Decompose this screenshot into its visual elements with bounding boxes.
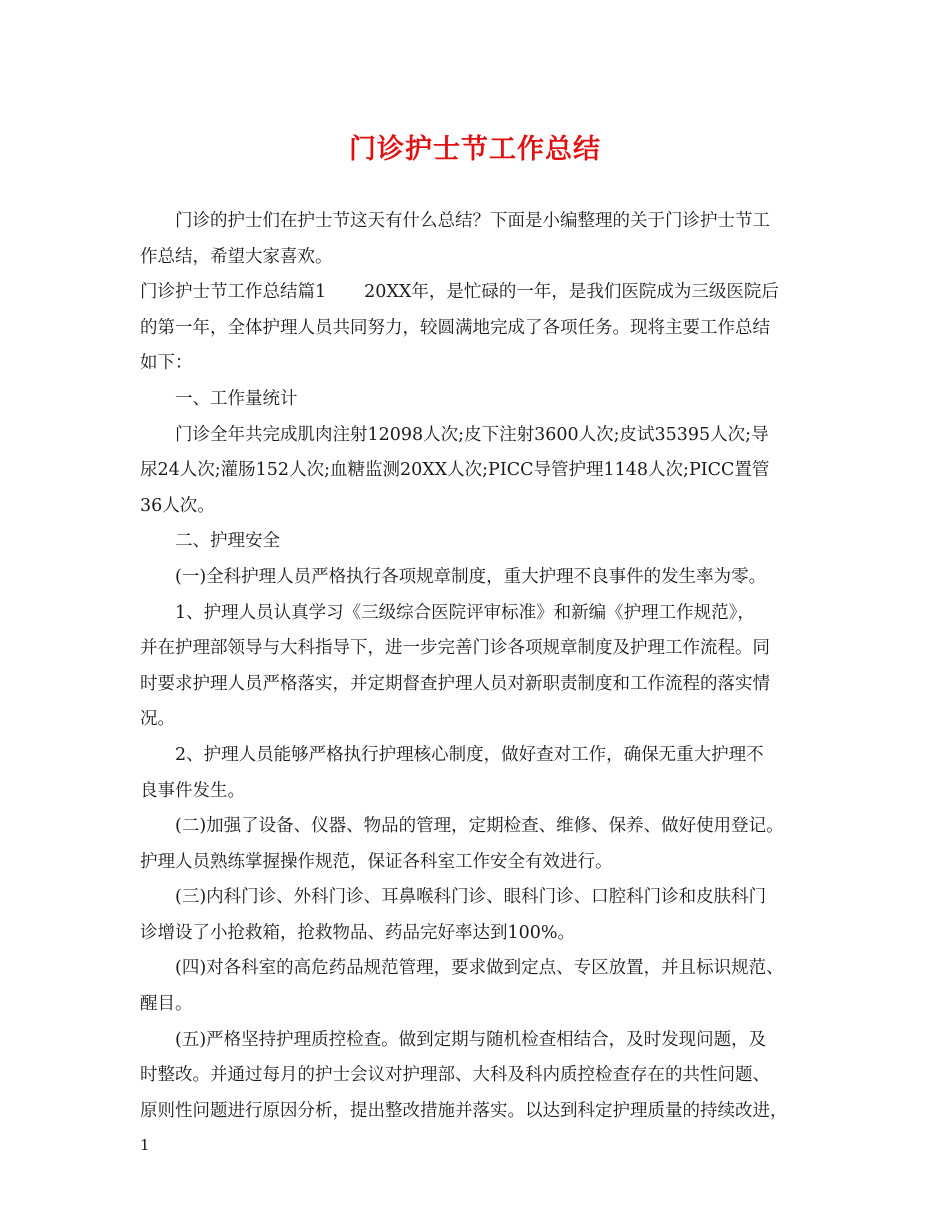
text-line [140,1058,820,1094]
line-text: 时整改。并通过每月的护士会议对护理部、大科及科内质控检查存在的共性问题、 [140,1065,770,1086]
text-line [140,489,820,525]
line-text: 诊增设了小抢救箱，抢救物品、药品完好率达到100%。 [140,922,576,943]
document-title: 门诊护士节工作总结 [349,134,601,165]
text-line [140,311,820,347]
page-number: 1 [140,1136,150,1154]
text-line [140,880,820,916]
line-text: 况。 [140,709,175,730]
line-text: 二、护理安全 [175,531,280,552]
text-line [140,916,820,952]
text-line [140,382,820,418]
text-line [140,418,820,454]
line-text: 门诊护士节工作总结篇1 [140,282,327,303]
text-line [140,951,820,987]
text-line [140,987,820,1023]
text-line [140,240,820,276]
line-text: 醒目。 [140,994,193,1015]
line-text: (五)严格坚持护理质控检查。做到定期与随机检查相结合，及时发现问题，及 [175,1029,767,1050]
text-line [140,667,820,703]
line-text: (四)对各科室的高危药品规范管理，要求做到定点、专区放置，并且标识规范、 [175,958,784,979]
text-line [140,596,820,632]
line-text: 作总结，希望大家喜欢。 [140,246,333,267]
line-text: 的第一年，全体护理人员共同努力，较圆满地完成了各项任务。现将主要工作总结 [140,317,770,338]
line-text: 并在护理部领导与大科指导下，进一步完善门诊各项规章制度及护理工作流程。同 [140,638,770,659]
text-line [140,702,820,738]
text-line [140,738,820,774]
line-text: 36人次。 [140,495,215,516]
line-text: (三)内科门诊、外科门诊、耳鼻喉科门诊、眼科门诊、口腔科门诊和皮肤科门 [175,887,767,908]
line-text: 一、工作量统计 [175,388,298,409]
line-text: 尿24人次;灌肠152人次;血糖监测20XX人次;PICC导管护理1148人次;PICC置管 [140,460,770,481]
line-text: (二)加强了设备、仪器、物品的管理，定期检查、维修、保养、做好使用登记。 [175,816,784,837]
text-line [140,346,820,382]
text-line [140,524,820,560]
text-line [140,1094,820,1130]
text-line [140,845,820,881]
line-text: 护理人员熟练掌握操作规范，保证各科室工作安全有效进行。 [140,851,613,872]
line-text: 良事件发生。 [140,780,245,801]
line-text: 门诊全年共完成肌肉注射12098人次;皮下注射3600人次;皮试35395人次;导 [175,424,769,445]
text-line [140,774,820,810]
line-text: 1、护理人员认真学习《三级综合医院评审标准》和新编《护理工作规范》， [175,602,755,623]
text-line [140,809,820,845]
line-text: 原则性问题进行原因分析，提出整改措施并落实。以达到科定护理质量的持续改进， [140,1100,788,1121]
text-line [140,275,820,311]
line-text: 2、护理人员能够严格执行护理核心制度，做好查对工作，确保无重大护理不 [175,744,764,765]
document-body [140,204,820,1129]
text-line [140,631,820,667]
line-text: (一)全科护理人员严格执行各项规章制度，重大护理不良事件的发生率为零。 [175,566,767,587]
line-text-continued: 20XX年，是忙碌的一年，是我们医院成为三级医院后 [364,282,779,303]
text-line [140,1023,820,1059]
text-line [140,453,820,489]
text-line [140,560,820,596]
line-text: 门诊的护士们在护士节这天有什么总结？下面是小编整理的关于门诊护士节工 [175,211,770,231]
line-text: 如下： [140,353,193,374]
text-line [140,204,820,240]
line-text: 时要求护理人员严格落实，并定期督查护理人员对新职责制度和工作流程的落实情 [140,673,770,694]
